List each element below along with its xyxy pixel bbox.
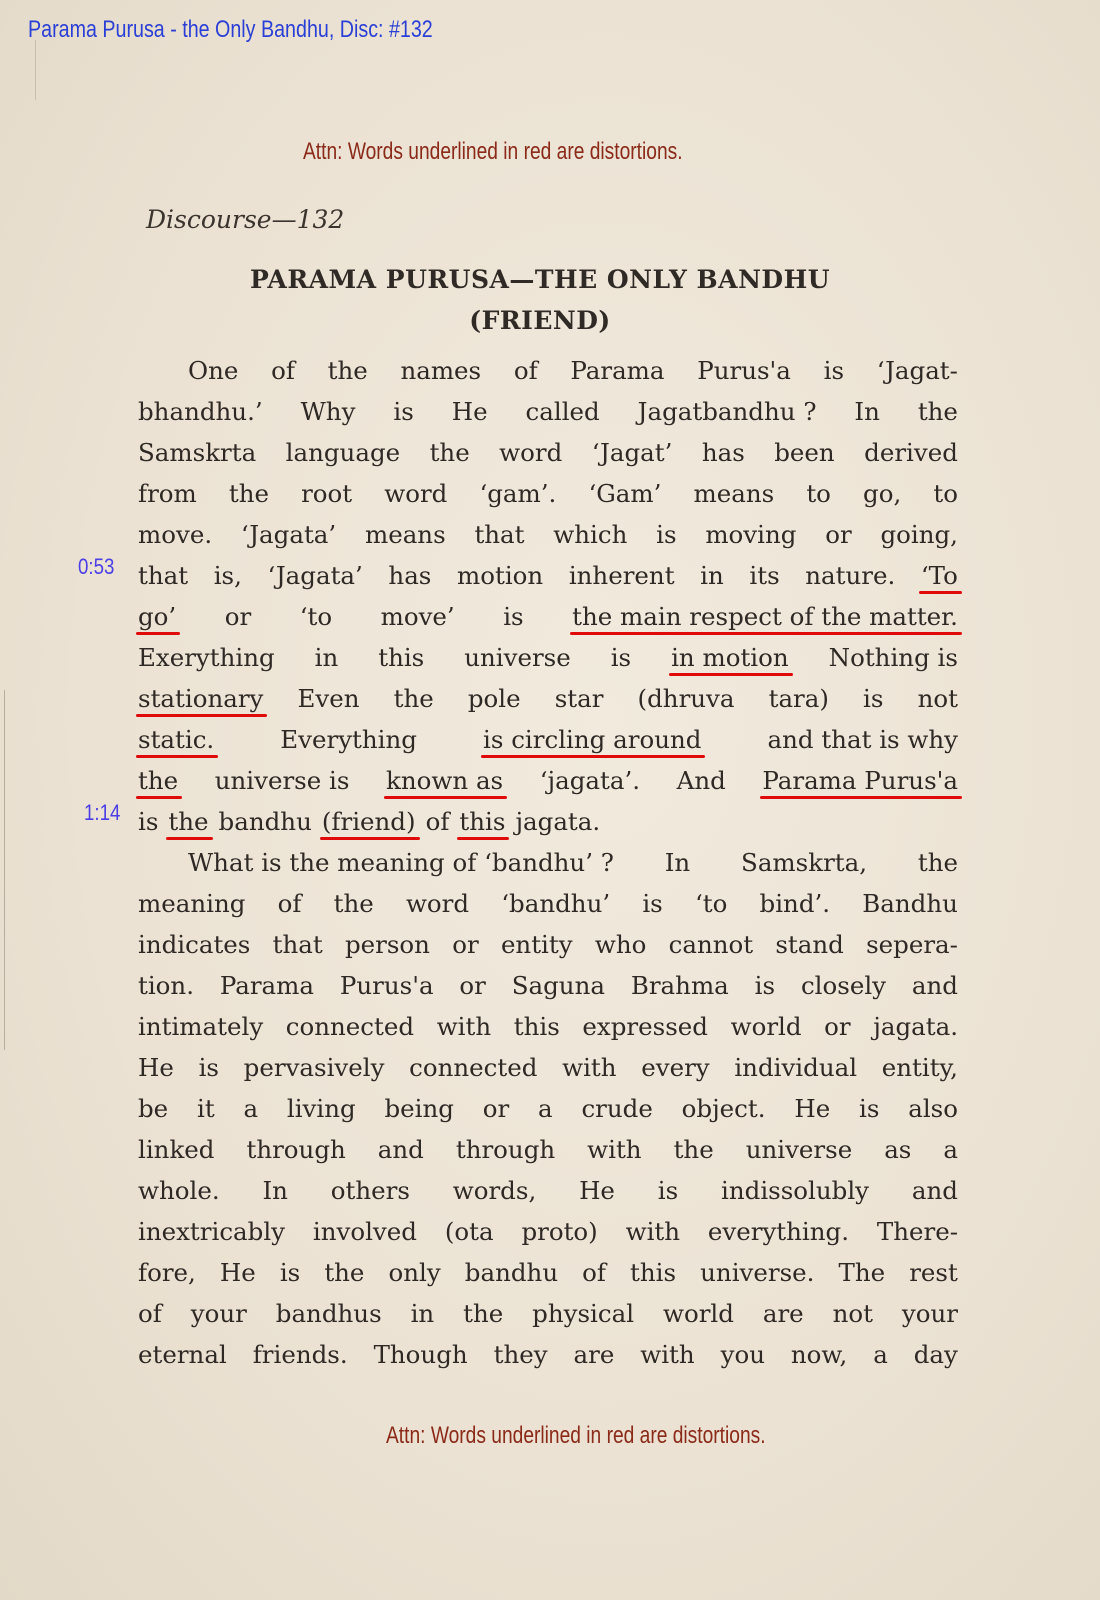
- text-line: [138, 555, 958, 596]
- word: In: [854, 397, 880, 426]
- word: physical: [532, 1299, 635, 1328]
- word: living: [286, 1094, 356, 1123]
- word: Brahma: [630, 971, 729, 1000]
- word: of: [138, 1299, 162, 1328]
- word: every: [641, 1053, 710, 1082]
- word: words,: [452, 1176, 537, 1205]
- word: of: [513, 356, 538, 385]
- underlined-distortion: static.: [138, 719, 214, 760]
- word: language: [285, 438, 401, 467]
- word: rest: [909, 1258, 958, 1287]
- word: with: [625, 1217, 681, 1246]
- word: the: [327, 356, 368, 385]
- word: that: [272, 930, 323, 959]
- word: the: [917, 848, 958, 877]
- word: a: [943, 1135, 958, 1164]
- word: crude: [581, 1094, 653, 1123]
- word: also: [908, 1094, 958, 1123]
- word: bandhu: [464, 1258, 559, 1287]
- word: has: [701, 438, 745, 467]
- word: pervasively: [243, 1053, 385, 1082]
- word: ‘Jagat’: [591, 438, 673, 467]
- word: the: [333, 889, 374, 918]
- page-edge-mark: [35, 40, 36, 100]
- word: He: [138, 1053, 174, 1082]
- word: it: [196, 1094, 215, 1123]
- chapter-heading: PARAMA PURUSA—THE ONLY BANDHU: [249, 265, 831, 294]
- word: and: [911, 1176, 958, 1205]
- word: Purus'a: [697, 356, 791, 385]
- word: jagata.: [873, 1012, 958, 1041]
- text-line: [138, 1047, 958, 1088]
- word: that: [474, 520, 525, 549]
- word: ‘gam’.: [479, 479, 557, 508]
- word: connected: [285, 1012, 415, 1041]
- text-line: [138, 1006, 958, 1047]
- text-line: [138, 1211, 958, 1252]
- word: jagata.: [515, 807, 601, 836]
- word: Purus'a: [339, 971, 434, 1000]
- text-line: [138, 637, 958, 678]
- word: fore,: [138, 1258, 196, 1287]
- word: is: [656, 520, 677, 549]
- text-line: [138, 1088, 958, 1129]
- word: Exerything: [138, 643, 275, 672]
- word: the: [673, 1135, 714, 1164]
- word: He: [451, 397, 488, 426]
- word: person: [344, 930, 430, 959]
- word: ‘Jagat-: [876, 356, 958, 385]
- page-fold-line: [4, 690, 5, 1050]
- text-line: [138, 883, 958, 924]
- word: is: [863, 684, 884, 713]
- text-line: [138, 432, 958, 473]
- word: involved: [312, 1217, 417, 1246]
- word: moving: [705, 520, 797, 549]
- word: now,: [790, 1340, 848, 1369]
- word: entity,: [881, 1053, 958, 1082]
- word: bandhu: [218, 807, 312, 836]
- word: Though: [373, 1340, 468, 1369]
- word: Bandhu: [862, 889, 958, 918]
- chapter-subheading: (FRIEND): [469, 306, 611, 335]
- word: entity: [500, 930, 573, 959]
- word: through: [246, 1135, 346, 1164]
- text-line: [138, 350, 958, 391]
- word: root: [301, 479, 353, 508]
- text-line: [138, 842, 958, 883]
- word: And: [676, 766, 726, 795]
- page-title: Parama Purusa - the Only Bandhu, Disc: #132: [28, 16, 433, 43]
- word: with: [587, 1135, 642, 1164]
- text-line: [138, 678, 958, 719]
- word: individual: [734, 1053, 858, 1082]
- word: Parama: [570, 356, 665, 385]
- word: is: [279, 1258, 301, 1287]
- word: are: [573, 1340, 615, 1369]
- text-line: [138, 801, 958, 842]
- word: is: [657, 1176, 679, 1205]
- word: they: [493, 1340, 548, 1369]
- word: proto): [521, 1217, 598, 1246]
- word: expressed: [582, 1012, 708, 1041]
- underlined-distortion: this: [459, 801, 505, 842]
- word: ‘to: [694, 889, 728, 918]
- underlined-distortion: (friend): [322, 801, 416, 842]
- word: the: [324, 1258, 365, 1287]
- word: is: [859, 1094, 880, 1123]
- word: that: [138, 561, 189, 590]
- word: of: [425, 807, 450, 836]
- word: Samskrta: [138, 438, 257, 467]
- word: tion.: [138, 971, 194, 1000]
- word: bandhus: [275, 1299, 382, 1328]
- word: Samskrta,: [741, 848, 868, 877]
- attention-note-bottom: Attn: Words underlined in red are distortions.: [386, 1422, 766, 1449]
- word: (ota: [444, 1217, 494, 1246]
- text-line: [138, 473, 958, 514]
- word: ‘Jagata’: [267, 561, 363, 590]
- word: of: [582, 1258, 606, 1287]
- word: is: [610, 643, 632, 672]
- word: universe is: [214, 766, 350, 795]
- word: word: [384, 479, 448, 508]
- word: the: [393, 684, 434, 713]
- word: of: [277, 889, 302, 918]
- word: this: [378, 643, 425, 672]
- word: is: [823, 356, 845, 385]
- word: is: [138, 807, 159, 836]
- text-line: [138, 924, 958, 965]
- word: only: [388, 1258, 441, 1287]
- word: Nothing is: [828, 643, 958, 672]
- attention-note-top: Attn: Words underlined in red are distortions.: [303, 138, 683, 165]
- word: object.: [681, 1094, 766, 1123]
- word: world: [662, 1299, 734, 1328]
- word: is: [642, 889, 663, 918]
- word: is: [754, 971, 776, 1000]
- text-line: [138, 1170, 958, 1211]
- underlined-distortion: stationary: [138, 678, 263, 719]
- word: inextricably: [138, 1217, 286, 1246]
- word: and: [377, 1135, 424, 1164]
- word: in: [700, 561, 724, 590]
- word: of: [271, 356, 295, 385]
- underlined-distortion: known as: [386, 760, 503, 801]
- word: universe.: [700, 1258, 815, 1287]
- word: in: [410, 1299, 435, 1328]
- word: nature.: [805, 561, 896, 590]
- word: or: [825, 520, 852, 549]
- text-line: [138, 596, 958, 637]
- word: and that is why: [767, 725, 958, 754]
- text-line: [138, 760, 958, 801]
- word: word: [405, 889, 470, 918]
- word: motion: [457, 561, 544, 590]
- word: its: [749, 561, 780, 590]
- word: world: [730, 1012, 802, 1041]
- word: cannot: [668, 930, 754, 959]
- body-text: [138, 350, 958, 1375]
- word: Why: [300, 397, 356, 426]
- word: One: [188, 356, 239, 385]
- word: means: [693, 479, 775, 508]
- word: closely: [800, 971, 886, 1000]
- word: or: [482, 1094, 510, 1123]
- word: everything.: [707, 1217, 850, 1246]
- word: whole.: [138, 1176, 220, 1205]
- word: In: [664, 848, 691, 877]
- word: your: [190, 1299, 247, 1328]
- word: with: [562, 1053, 617, 1082]
- word: intimately: [138, 1012, 264, 1041]
- word: stand: [775, 930, 844, 959]
- text-line: [138, 965, 958, 1006]
- text-line: [138, 1334, 958, 1375]
- word: as: [884, 1135, 912, 1164]
- underlined-distortion: is circling around: [483, 719, 701, 760]
- word: the: [917, 397, 958, 426]
- word: universe: [464, 643, 571, 672]
- timestamp-marker: 0:53: [78, 554, 115, 579]
- word: The: [838, 1258, 886, 1287]
- word: He: [579, 1176, 615, 1205]
- word: move’: [380, 602, 455, 631]
- word: the: [429, 438, 470, 467]
- word: universe: [745, 1135, 853, 1164]
- word: to: [933, 479, 958, 508]
- word: ‘Gam’: [588, 479, 662, 508]
- word: not: [917, 684, 958, 713]
- word: tara): [768, 684, 829, 713]
- word: being: [384, 1094, 454, 1123]
- word: is: [198, 1053, 219, 1082]
- word: move.: [138, 520, 213, 549]
- word: word: [499, 438, 563, 467]
- word: be: [138, 1094, 169, 1123]
- word: a: [243, 1094, 259, 1123]
- word: names: [400, 356, 482, 385]
- word: Parama: [219, 971, 315, 1000]
- underlined-distortion: go’: [138, 596, 176, 637]
- word: Jagatbandhu ?: [637, 397, 817, 426]
- word: your: [901, 1299, 958, 1328]
- word: indissolubly: [721, 1176, 870, 1205]
- text-line: [138, 391, 958, 432]
- word: derived: [864, 438, 958, 467]
- word: ‘bandhu’: [501, 889, 611, 918]
- word: or: [452, 930, 479, 959]
- word: or: [459, 971, 486, 1000]
- word: in: [314, 643, 339, 672]
- timestamp-marker: 1:14: [84, 800, 121, 825]
- word: are: [762, 1299, 804, 1328]
- word: to: [806, 479, 831, 508]
- text-line: [138, 1252, 958, 1293]
- word: has: [388, 561, 432, 590]
- word: friends.: [252, 1340, 348, 1369]
- word: sepera-: [866, 930, 958, 959]
- underlined-distortion: in motion: [671, 637, 789, 678]
- word: There-: [876, 1217, 958, 1246]
- word: called: [525, 397, 600, 426]
- word: the: [228, 479, 269, 508]
- word: connected: [409, 1053, 538, 1082]
- word: inherent: [568, 561, 675, 590]
- word: this: [513, 1012, 560, 1041]
- underlined-distortion: the: [138, 760, 178, 801]
- word: He: [219, 1258, 256, 1287]
- word: He: [794, 1094, 831, 1123]
- word: with: [436, 1012, 492, 1041]
- word: from: [138, 479, 197, 508]
- word: or: [824, 1012, 851, 1041]
- word: day: [913, 1340, 958, 1369]
- word: you: [720, 1340, 765, 1369]
- word: eternal: [138, 1340, 227, 1369]
- underlined-distortion: ‘To: [921, 555, 958, 596]
- discourse-label: Discourse—132: [146, 205, 345, 234]
- underlined-distortion: Parama Purus'a: [762, 760, 958, 801]
- word: What is the meaning of ‘bandhu’ ?: [188, 848, 614, 877]
- word: through: [455, 1135, 556, 1164]
- word: a: [873, 1340, 888, 1369]
- word: ‘jagata’.: [539, 766, 641, 795]
- word: or: [224, 602, 252, 631]
- word: is: [503, 602, 524, 631]
- word: is: [393, 397, 414, 426]
- word: not: [832, 1299, 873, 1328]
- word: In: [262, 1176, 288, 1205]
- word: Even: [297, 684, 360, 713]
- text-line: [138, 1129, 958, 1170]
- word: means: [364, 520, 446, 549]
- word: and: [911, 971, 958, 1000]
- word: ‘Jagata’: [240, 520, 337, 549]
- word: linked: [138, 1135, 215, 1164]
- word: which: [553, 520, 628, 549]
- word: the: [463, 1299, 504, 1328]
- word: indicates: [138, 930, 251, 959]
- word: Everything: [280, 725, 417, 754]
- underlined-distortion: the main respect of the matter.: [572, 596, 958, 637]
- text-line: [138, 514, 958, 555]
- word: with: [640, 1340, 695, 1369]
- word: (dhruva: [637, 684, 735, 713]
- word: who: [594, 930, 647, 959]
- word: going,: [880, 520, 958, 549]
- word: others: [330, 1176, 410, 1205]
- word: bhandhu.’: [138, 397, 263, 426]
- word: ‘to: [299, 602, 333, 631]
- word: this: [630, 1258, 677, 1287]
- word: star: [554, 684, 604, 713]
- text-line: [138, 719, 958, 760]
- word: is,: [213, 561, 242, 590]
- word: go,: [863, 479, 902, 508]
- word: been: [774, 438, 835, 467]
- word: meaning: [138, 889, 246, 918]
- word: bind’.: [759, 889, 831, 918]
- word: pole: [467, 684, 521, 713]
- text-line: [138, 1293, 958, 1334]
- word: Saguna: [511, 971, 605, 1000]
- word: a: [538, 1094, 553, 1123]
- underlined-distortion: the: [168, 801, 208, 842]
